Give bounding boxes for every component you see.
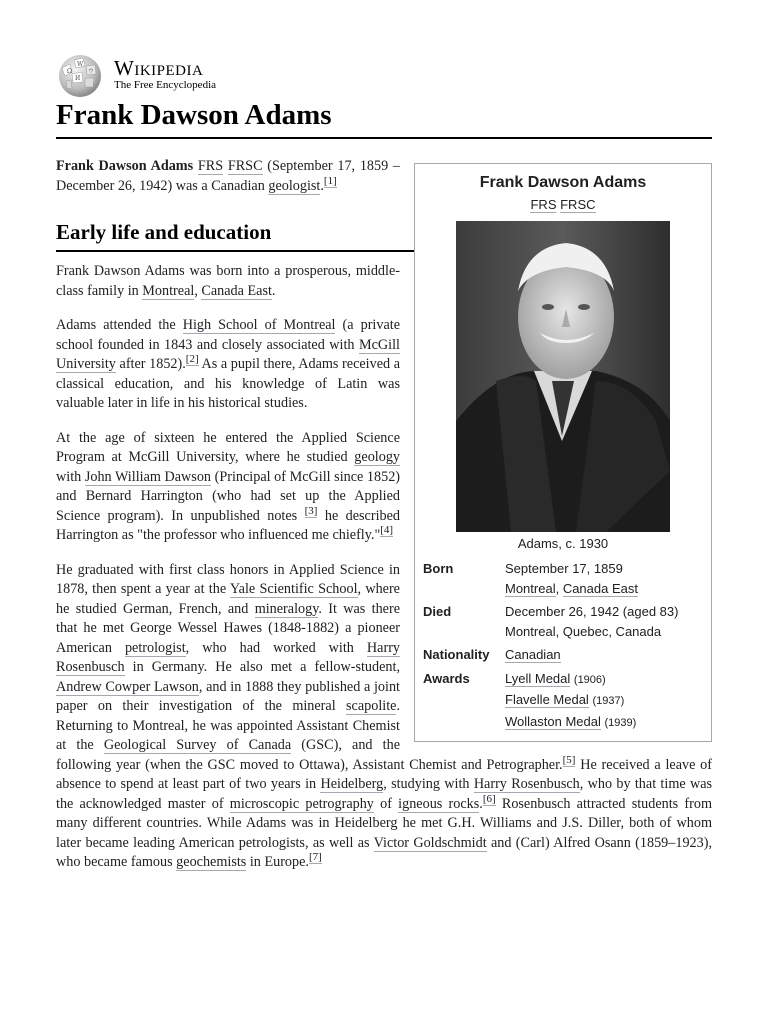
citation-link[interactable]: [3] xyxy=(304,504,318,517)
paragraph-text: (a private school founded in 1843 and closely associated with xyxy=(56,317,400,353)
paragraph-text: . It was there that he met George Wessel Hawes (1848-1882) a pioneer American xyxy=(56,600,401,656)
frs-link[interactable]: FRS xyxy=(530,197,557,212)
paragraph-text: He received a leave of absence to spend at least part of two years in xyxy=(56,756,712,792)
frsc-link[interactable]: FRSC xyxy=(227,158,263,174)
paragraph-text: of xyxy=(380,795,392,812)
born-row xyxy=(421,557,705,600)
photo-caption: Adams, c. 1930 xyxy=(517,535,609,551)
infobox-post-nominals xyxy=(421,195,705,215)
awards-label: Awards xyxy=(423,670,470,686)
citation-link[interactable]: [7] xyxy=(308,851,322,864)
frsc-link[interactable]: FRSC xyxy=(560,197,596,212)
paragraph-text: . xyxy=(479,795,483,812)
frs-link[interactable]: FRS xyxy=(197,158,224,174)
paragraph-text: Adams attended the xyxy=(56,317,176,333)
awards-row xyxy=(421,667,705,736)
paragraph-text: . Returning to Montreal, he was appointed Assistant Chemist at the xyxy=(56,698,401,753)
site-tagline: The Free Encyclopedia xyxy=(114,79,217,91)
paragraph-text: At the age of sixteen he entered the Applied Science Program at McGill University, where he studied xyxy=(56,429,400,465)
paragraph-text: , who had worked with xyxy=(185,639,354,656)
award-year: (1906) xyxy=(573,673,606,686)
paragraph-text: (GSC), and the following year (when the GSC moved to Ottawa), Assistant Chemist and Petrographer. xyxy=(56,737,563,773)
award-link[interactable]: Flavelle Medal xyxy=(505,692,589,707)
goldschmidt-link[interactable]: Victor Goldschmidt xyxy=(373,834,487,851)
born-sep: , xyxy=(555,580,563,596)
citation-link[interactable]: [6] xyxy=(482,792,496,805)
citation-link[interactable]: [1] xyxy=(323,174,337,187)
born-label: Born xyxy=(423,561,454,576)
award-year: (1937) xyxy=(592,695,625,707)
paragraph-text: , studying with xyxy=(383,776,470,792)
site-wordmark: Wikipedia xyxy=(114,56,204,80)
petrologist-link[interactable]: petrologist xyxy=(124,639,186,656)
paragraph-text: Rosenbusch attracted students from many different countries. While Adams was in Heidelberg he met G.H. Williams and J.S. Diller, both of whom later became leading American petrologists, as well as xyxy=(56,795,712,851)
infobox-table xyxy=(421,557,705,735)
svg-text:И: И xyxy=(75,75,81,82)
lead-end: . xyxy=(320,177,324,194)
canada-east-link[interactable]: Canada East xyxy=(562,580,638,596)
born-date: September 17, 1859 xyxy=(505,561,623,576)
wikipedia-globe-icon[interactable] xyxy=(56,54,104,98)
citation-link[interactable]: [5] xyxy=(562,753,576,766)
canada-east-link[interactable]: Canada East xyxy=(201,282,272,299)
geology-link[interactable]: geology xyxy=(354,449,401,465)
svg-text:ウ: ウ xyxy=(88,68,95,75)
paragraph-text: he described Harrington as "the professor who influenced me chiefly." xyxy=(56,507,400,543)
article-body xyxy=(56,157,712,888)
yale-link[interactable]: Yale Scientific School xyxy=(229,581,358,597)
citation-link[interactable]: [4] xyxy=(380,524,394,537)
section-heading: Early life and education xyxy=(56,218,712,252)
svg-text:W: W xyxy=(77,61,84,68)
high-school-link[interactable]: High School of Montreal xyxy=(182,317,336,333)
paragraph-text: after 1852). xyxy=(119,356,186,372)
geologist-link[interactable]: geologist xyxy=(268,177,321,194)
paragraph-text: Frank Dawson Adams was born into a prosperous, middle-class family in xyxy=(56,263,400,299)
paragraph-text: , where he studied German, French, and xyxy=(56,581,400,617)
died-label: Died xyxy=(423,604,452,619)
montreal-link[interactable]: Montreal xyxy=(505,580,556,596)
award-year: (1939) xyxy=(604,716,637,729)
microscopic-petrography-link[interactable]: microscopic petrography xyxy=(229,795,374,812)
canadian-link[interactable]: Canadian xyxy=(505,647,561,662)
citation-link[interactable]: [2] xyxy=(185,353,199,366)
mineralogy-link[interactable]: mineralogy xyxy=(254,600,319,617)
paragraph-text: As a pupil there, Adams received a classical education, and his knowledge of Latin was valuable later in life in his historical studies. xyxy=(56,356,401,411)
page-title: Frank Dawson Adams xyxy=(56,96,712,139)
paragraph-text: in Germany. He also met a fellow-student, xyxy=(132,659,400,675)
gsc-link[interactable]: Geological Survey of Canada xyxy=(103,737,292,753)
died-date: December 26, 1942 (aged 83) xyxy=(505,604,679,619)
paragraph-text: , and in 1888 they published a joint paper on their investigation of the mineral xyxy=(56,678,400,714)
rosenbusch-link[interactable]: Harry Rosenbusch xyxy=(56,639,401,675)
born-value xyxy=(505,557,705,600)
died-row xyxy=(421,600,705,643)
paragraph-text: and (Carl) Alfred Osann (1859–1923), who became famous xyxy=(56,834,712,870)
geochemists-link[interactable]: geochemists xyxy=(176,854,247,870)
paragraph-text: , xyxy=(194,282,198,299)
awards-value xyxy=(505,667,705,736)
award-link[interactable]: Wollaston Medal xyxy=(505,713,601,729)
mcgill-link[interactable]: McGill University xyxy=(56,336,400,372)
paragraph-text: (Principal of McGill since 1852) and Bernard Harrington (who had set up the Applied Science program). In unpublished notes xyxy=(56,468,401,524)
scapolite-link[interactable]: scapolite xyxy=(346,698,397,714)
died-place: Montreal, Quebec, Canada xyxy=(505,623,662,639)
igneous-rocks-link[interactable]: igneous rocks xyxy=(398,795,480,812)
infobox-name: Frank Dawson Adams xyxy=(479,174,647,191)
award-link[interactable]: Lyell Medal xyxy=(505,670,571,686)
nationality-value xyxy=(505,643,705,667)
infobox xyxy=(414,163,712,742)
paragraph-text: , who by that time was the acknowledged master of xyxy=(56,776,713,812)
svg-text:Ω: Ω xyxy=(67,68,72,75)
lead-text: (September 17, 1859 – December 26, 1942) was a Canadian xyxy=(56,158,401,194)
site-header[interactable] xyxy=(56,52,356,96)
died-value xyxy=(505,600,705,643)
heidelberg-link[interactable]: Heidelberg xyxy=(320,776,384,792)
nationality-label: Nationality xyxy=(423,647,490,662)
john-william-dawson-link[interactable]: John William Dawson xyxy=(84,468,212,485)
paragraph-text: . xyxy=(271,282,276,299)
nationality-row xyxy=(421,643,705,667)
montreal-link[interactable]: Montreal xyxy=(142,282,195,299)
lead-bold-name: Frank Dawson Adams xyxy=(56,158,194,174)
paragraph-text: in Europe. xyxy=(249,854,309,870)
paragraph-text: He graduated with first class honors in Applied Science in 1878, then spent a year at the xyxy=(56,561,400,597)
paragraph-text: with xyxy=(56,468,82,485)
rosenbusch-link[interactable]: Harry Rosenbusch xyxy=(473,776,580,792)
lawson-link[interactable]: Andrew Cowper Lawson xyxy=(56,678,199,695)
portrait-photo[interactable] xyxy=(456,221,670,532)
